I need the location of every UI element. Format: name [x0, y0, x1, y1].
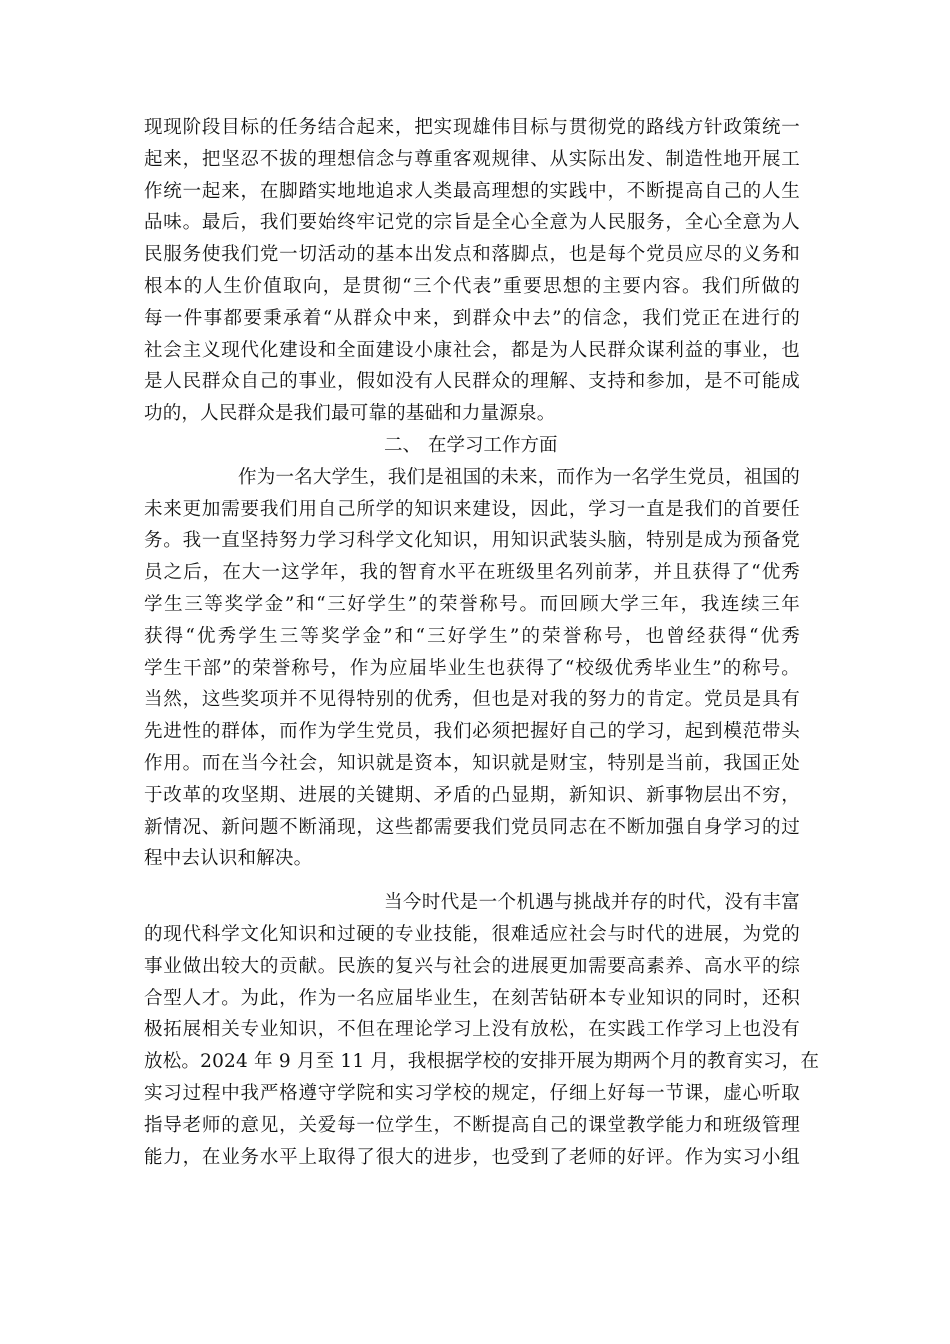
document-body: [144, 112, 820, 1173]
paragraph-2: [144, 462, 800, 875]
text-line: 现现阶段目标的任务结合起来，把实现雄伟目标与贯彻党的路线方针政策统一: [144, 117, 800, 138]
text-line: 务。我一直坚持努力学习科学文化知识，用知识武装头脑，特别是成为预备党: [144, 530, 800, 552]
paragraph-3: [144, 887, 820, 1173]
text-line: 的现代科学文化知识和过硬的专业技能，很难适应社会与时代的进展，为党的: [144, 923, 800, 945]
paragraph-1: [144, 112, 800, 430]
text-line: 极拓展相关专业知识，不但在理论学习上没有放松，在实践工作学习上也没有: [144, 1019, 800, 1041]
section-number: 二、: [384, 434, 422, 456]
text-line: 能力，在业务水平上取得了很大的进步，也受到了老师的好评。作为实习小组: [144, 1146, 800, 1168]
text-line: 根本的人生价值取向，是贯彻“三个代表”重要思想的主要内容。我们所做的: [144, 275, 800, 297]
text-line: 是人民群众自己的事业，假如没有人民群众的理解、支持和参加，是不可能成: [144, 371, 800, 393]
text-line: 每一件事都要秉承着“从群众中来，到群众中去”的信念，我们党正在进行的: [144, 307, 800, 329]
text-line: 作为一名大学生，我们是祖国的未来，而作为一名学生党员，祖国的: [238, 466, 800, 488]
text-line: 学生干部”的荣誉称号，作为应届毕业生也获得了“校级优秀毕业生”的称号。: [144, 657, 800, 679]
text-line: 合型人才。为此，作为一名应届毕业生，在刻苦钻研本专业知识的同时，还积: [144, 987, 800, 1009]
text-line: 实习过程中我严格遵守学院和实习学校的规定，仔细上好每一节课，虚心听取: [144, 1082, 800, 1104]
text-line: 作用。而在当今社会，知识就是资本，知识就是财宝，特别是当前，我国正处: [144, 752, 800, 774]
section-title: 在学习工作方面: [428, 434, 558, 456]
text-line: 新情况、新问题不断涌现，这些都需要我们党员同志在不断加强自身学习的过: [144, 816, 800, 838]
text-line: 指导老师的意见，关爱每一位学生，不断提高自己的课堂教学能力和班级管理: [144, 1114, 800, 1136]
text-line: 当然，这些奖项并不见得特别的优秀，但也是对我的努力的肯定。党员是具有: [144, 689, 800, 711]
text-line: 于改革的攻坚期、进展的关键期、矛盾的凸显期，新知识、新事物层出不穷，: [144, 784, 800, 806]
paragraph-spacer: [144, 875, 800, 887]
text-line: 学生三等奖学金”和“三好学生”的荣誉称号。而回顾大学三年，我连续三年: [144, 593, 800, 615]
text-line: 民服务使我们党一切活动的基本出发点和落脚点，也是每个党员应尽的义务和: [144, 244, 800, 266]
text-line: 品味。最后，我们要始终牢记党的宗旨是全心全意为人民服务，全心全意为人: [144, 212, 800, 234]
text-line: 当今时代是一个机遇与挑战并存的时代，没有丰富: [384, 892, 800, 914]
text-line: 事业做出较大的贡献。民族的复兴与社会的进展更加需要高素养、高水平的综: [144, 955, 800, 977]
text-line: 获得“优秀学生三等奖学金”和“三好学生”的荣誉称号，也曾经获得“优秀: [144, 625, 800, 647]
text-line: 程中去认识和解决。: [144, 848, 313, 870]
text-line: 起来，把坚忍不拔的理想信念与尊重客观规律、从实际出发、制造性地开展工: [144, 148, 800, 170]
text-line: 作统一起来，在脚踏实地地追求人类最高理想的实践中，不断提高自己的人生: [144, 180, 800, 202]
section-heading: [144, 430, 800, 462]
text-line: 社会主义现代化建设和全面建设小康社会，都是为人民群众谋利益的事业，也: [144, 339, 800, 361]
text-line: 功的，人民群众是我们最可靠的基础和力量源泉。: [144, 403, 556, 425]
text-line: 先进性的群体，而作为学生党员，我们必须把握好自己的学习，起到模范带头: [144, 721, 800, 743]
text-line: 员之后，在大一这学年，我的智育水平在班级里名列前茅，并且获得了“优秀: [144, 562, 800, 584]
text-line: 放松。2024 年 9 月至 11 月，我根据学校的安排开展为期两个月的教育实习，在: [144, 1051, 820, 1073]
text-line: 未来更加需要我们用自己所学的知识来建设，因此，学习一直是我们的首要任: [144, 498, 800, 520]
